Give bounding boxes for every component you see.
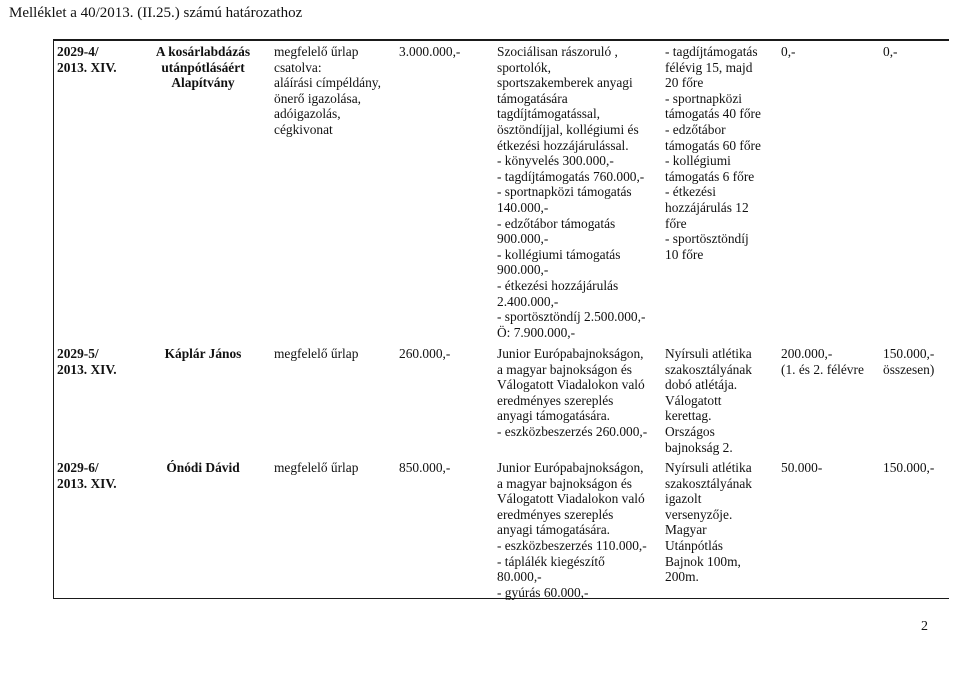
- grant-purpose-line: tagdíjtámogatással,: [497, 106, 601, 122]
- grant-purpose-line: 140.000,-: [497, 199, 549, 215]
- grant-second-cell: [883, 346, 949, 378]
- grant-purpose-line: - étkezési hozzájárulás: [497, 277, 619, 293]
- row-id-line: 2013. XIV.: [57, 59, 117, 75]
- row-id-line: 2013. XIV.: [57, 475, 117, 491]
- grant-purpose-line: Válogatott Viadalokon való: [497, 377, 645, 393]
- row-id-line: 2029-6/: [57, 460, 99, 475]
- grant-first-line: (1. és 2. félévre: [781, 362, 864, 378]
- sport-results-line: szakosztályának: [665, 475, 752, 491]
- grant-purpose-line: - kollégiumi támogatás: [497, 246, 621, 262]
- grant-purpose-cell: [497, 460, 657, 600]
- submitted-docs-cell: [274, 44, 394, 138]
- applicant-name-line: Káplár János: [164, 346, 242, 361]
- applicant-name-cell: [148, 460, 258, 476]
- grant-purpose-line: Junior Európabajnokságon,: [497, 460, 644, 475]
- grant-purpose-line: - sportösztöndíj 2.500.000,-: [497, 309, 646, 325]
- sport-results-line: bajnokság 2.: [665, 439, 733, 455]
- sport-results-line: szakosztályának: [665, 361, 752, 377]
- grant-purpose-line: 900.000,-: [497, 231, 549, 247]
- sport-results-line: kerettag.: [665, 408, 712, 424]
- document-header: Melléklet a 40/2013. (II.25.) számú határozathoz: [9, 5, 303, 21]
- sport-results-line: félévig 15, majd: [665, 59, 753, 75]
- applicant-name-cell: [148, 44, 258, 91]
- submitted-docs-line: megfelelő űrlap: [274, 346, 359, 361]
- grant-first-line: 0,-: [781, 44, 796, 59]
- grant-purpose-line: 80.000,-: [497, 569, 542, 585]
- grant-purpose-line: támogatására: [497, 90, 568, 106]
- row-id-cell: [57, 346, 142, 377]
- grant-purpose-line: a magyar bajnokságon és: [497, 361, 632, 377]
- grant-purpose-line: ösztöndíjjal, kollégiumi és: [497, 121, 639, 137]
- submitted-docs-line: megfelelő űrlap: [274, 460, 359, 475]
- grant-purpose-line: - edzőtábor támogatás: [497, 215, 616, 231]
- sport-results-cell: [665, 346, 777, 455]
- grant-purpose-line: eredményes szereplés: [497, 392, 614, 408]
- grant-second-line: 0,-: [883, 44, 898, 59]
- grant-first-line: 50.000-: [781, 460, 823, 475]
- grant-purpose-line: eredményes szereplés: [497, 506, 614, 522]
- grant-purpose-line: étkezési hozzájárulással.: [497, 137, 629, 153]
- sport-results-line: 200m.: [665, 569, 699, 585]
- grant-purpose-line: sportszakemberek anyagi: [497, 75, 633, 91]
- requested-amount-line: 850.000,-: [399, 460, 451, 475]
- sport-results-line: támogatás 40 főre: [665, 106, 761, 122]
- submitted-docs-line: adóigazolás,: [274, 106, 341, 122]
- sport-results-line: támogatás 60 főre: [665, 137, 761, 153]
- grant-first-line: 200.000,-: [781, 346, 833, 361]
- page-number: 2: [921, 619, 928, 634]
- grant-purpose-line: 900.000,-: [497, 262, 549, 278]
- sport-results-line: - kollégiumi: [665, 153, 731, 169]
- requested-amount-line: 260.000,-: [399, 346, 451, 361]
- table-top-border: [53, 39, 949, 41]
- submitted-docs-line: megfelelő űrlap: [274, 44, 359, 59]
- grant-purpose-line: - könyvelés 300.000,-: [497, 153, 614, 169]
- sport-results-line: dobó atlétája.: [665, 377, 738, 393]
- grant-first-cell: [781, 346, 869, 378]
- sport-results-line: Bajnok 100m,: [665, 553, 741, 569]
- sport-results-line: Válogatott: [665, 392, 722, 408]
- requested-amount-line: 3.000.000,-: [399, 44, 461, 59]
- row-id-line: 2029-5/: [57, 346, 99, 361]
- grant-second-line: összesen): [883, 362, 935, 378]
- grant-purpose-line: - táplálék kiegészítő: [497, 553, 605, 569]
- submitted-docs-line: önerő igazolása,: [274, 90, 361, 106]
- sport-results-line: - étkezési: [665, 184, 716, 200]
- sport-results-line: 20 főre: [665, 75, 704, 91]
- requested-amount-cell: [399, 346, 489, 362]
- grant-purpose-line: - sportnapközi támogatás: [497, 184, 632, 200]
- sport-results-line: hozzájárulás 12: [665, 199, 749, 215]
- grant-first-cell: [781, 460, 869, 476]
- applicant-name-line: Ónódi Dávid: [166, 460, 240, 475]
- applicant-name-line: Alapítvány: [171, 75, 235, 91]
- grant-purpose-line: - gyúrás 60.000,-: [497, 584, 589, 600]
- applicant-name-line: A kosárlabdázás: [155, 44, 251, 59]
- submitted-docs-cell: [274, 460, 394, 476]
- grant-purpose-line: anyagi támogatására.: [497, 522, 611, 538]
- requested-amount-cell: [399, 44, 489, 60]
- grant-purpose-line: Válogatott Viadalokon való: [497, 491, 645, 507]
- grant-purpose-line: - tagdíjtámogatás 760.000,-: [497, 168, 645, 184]
- sport-results-line: versenyzője.: [665, 506, 733, 522]
- sport-results-line: támogatás 6 főre: [665, 168, 755, 184]
- submitted-docs-line: cégkivonat: [274, 121, 333, 137]
- sport-results-line: - sportnapközi: [665, 90, 742, 106]
- grant-purpose-line: Junior Európabajnokságon,: [497, 346, 644, 361]
- grant-purpose-cell: [497, 44, 657, 340]
- grant-purpose-line: - eszközbeszerzés 260.000,-: [497, 423, 648, 439]
- sport-results-line: Nyírsuli atlétika: [665, 346, 752, 361]
- grant-purpose-cell: [497, 346, 657, 440]
- grant-purpose-line: Ö: 7.900.000,-: [497, 324, 576, 340]
- row-id-cell: [57, 44, 142, 75]
- sport-results-line: igazolt: [665, 491, 702, 507]
- grant-second-cell: [883, 460, 949, 476]
- submitted-docs-line: csatolva:: [274, 59, 322, 75]
- row-id-line: 2013. XIV.: [57, 361, 117, 377]
- grant-second-cell: [883, 44, 949, 60]
- sport-results-line: főre: [665, 215, 687, 231]
- grant-purpose-line: 2.400.000,-: [497, 293, 559, 309]
- grant-second-line: 150.000,-: [883, 346, 935, 361]
- table-left-border: [53, 39, 54, 598]
- sport-results-line: - tagdíjtámogatás: [665, 44, 758, 59]
- applicant-name-line: utánpótlásáért: [161, 59, 245, 75]
- grant-purpose-line: a magyar bajnokságon és: [497, 475, 632, 491]
- sport-results-cell: [665, 460, 777, 585]
- row-id-cell: [57, 460, 142, 491]
- applicant-name-cell: [148, 346, 258, 362]
- grant-purpose-line: anyagi támogatására.: [497, 408, 611, 424]
- submitted-docs-line: aláírási címpéldány,: [274, 75, 381, 91]
- grant-first-cell: [781, 44, 869, 60]
- requested-amount-cell: [399, 460, 489, 476]
- grant-second-line: 150.000,-: [883, 460, 935, 475]
- grant-purpose-line: - eszközbeszerzés 110.000,-: [497, 537, 647, 553]
- row-id-line: 2029-4/: [57, 44, 99, 59]
- grant-purpose-line: sportolók,: [497, 59, 551, 75]
- sport-results-line: Utánpótlás: [665, 537, 724, 553]
- submitted-docs-cell: [274, 346, 394, 362]
- sport-results-line: Országos: [665, 423, 715, 439]
- grant-purpose-line: Szociálisan rászoruló ,: [497, 44, 618, 59]
- sport-results-line: Magyar: [665, 522, 707, 538]
- sport-results-cell: [665, 44, 777, 262]
- sport-results-line: - edzőtábor: [665, 121, 726, 137]
- sport-results-line: - sportösztöndíj: [665, 231, 749, 247]
- sport-results-line: Nyírsuli atlétika: [665, 460, 752, 475]
- sport-results-line: 10 főre: [665, 246, 704, 262]
